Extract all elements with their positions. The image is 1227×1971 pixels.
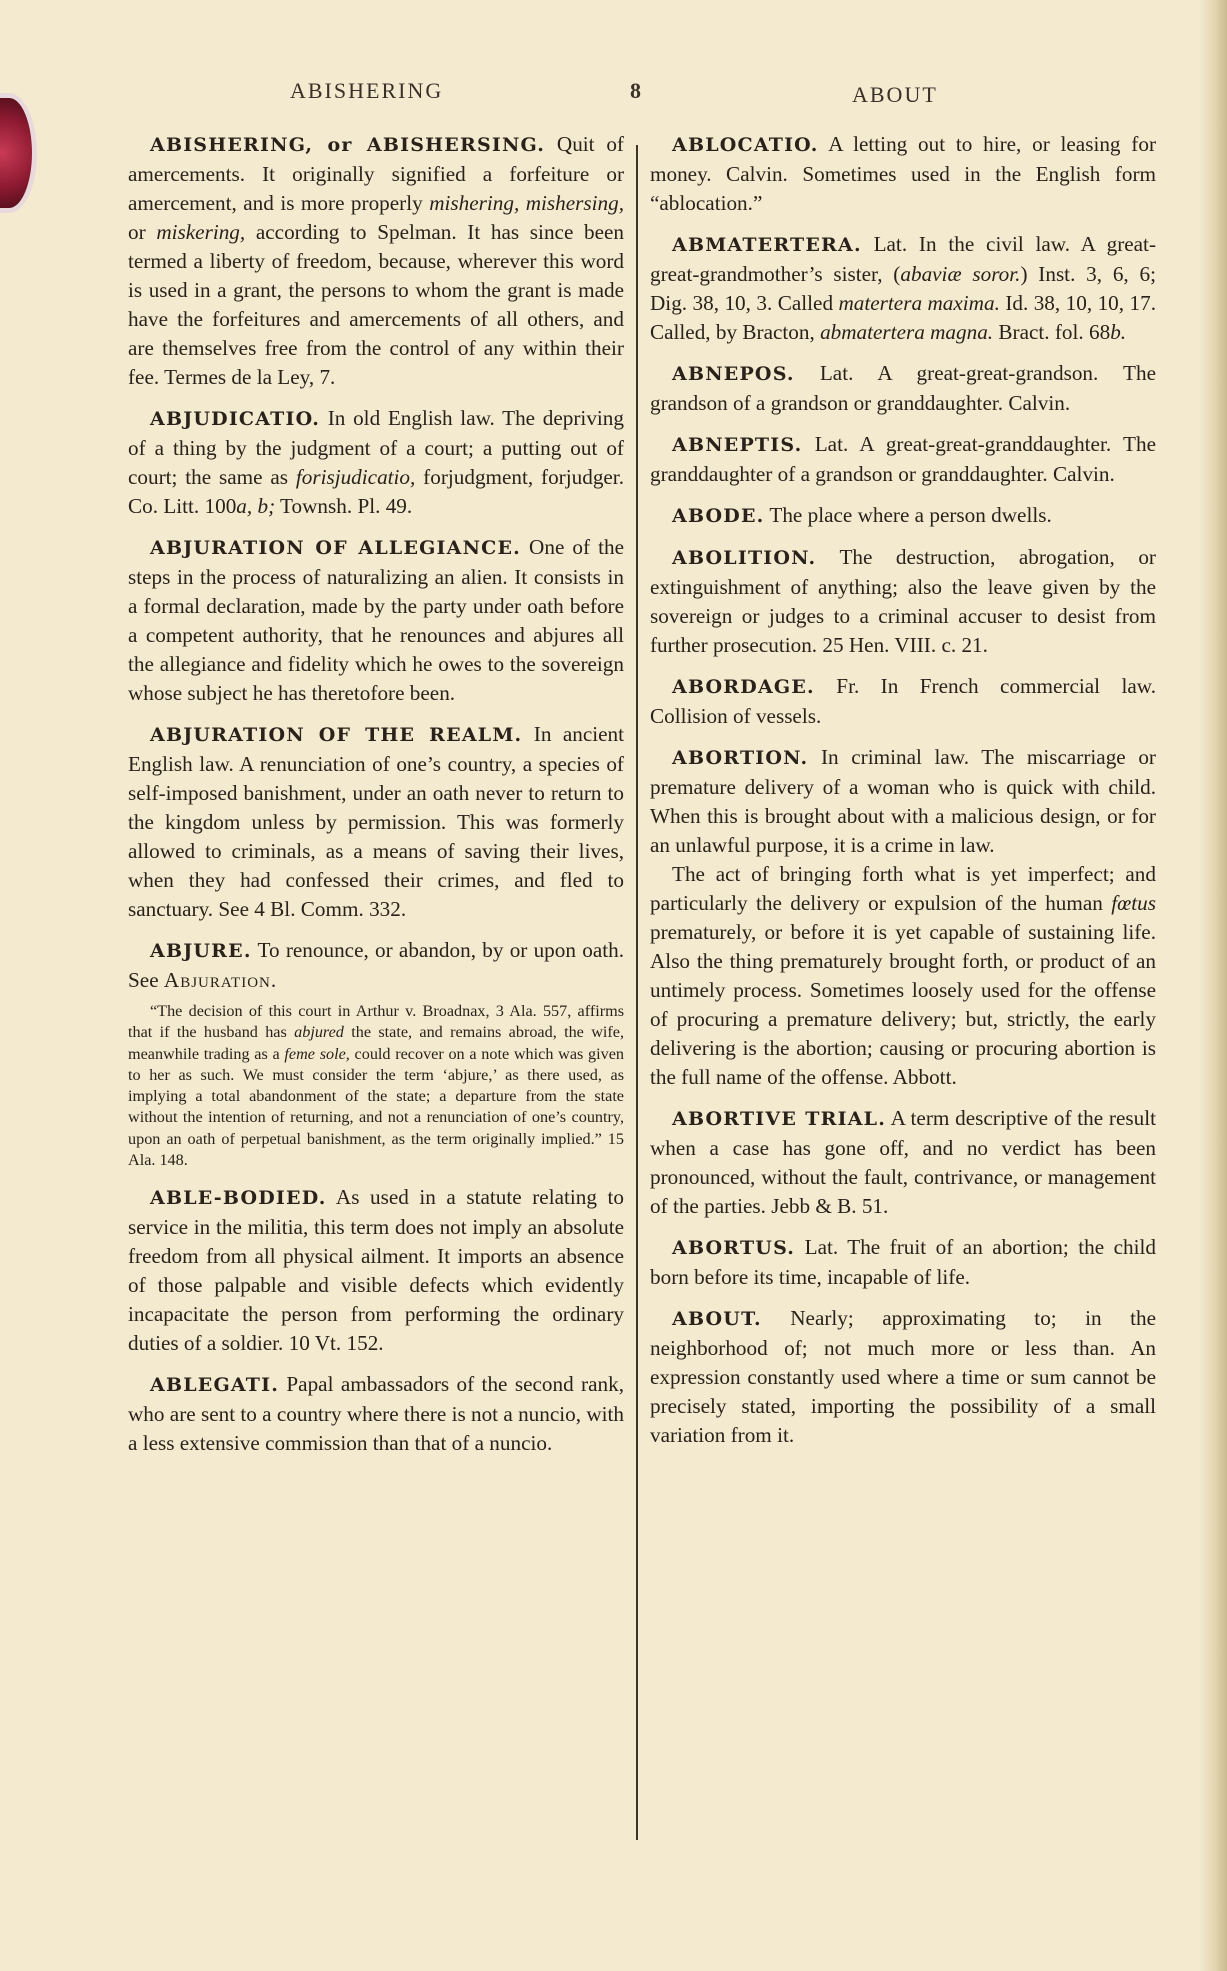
italic-term: matertera maxima. [838, 291, 1000, 315]
quote-text: could recover on a note which was given to her as such. We must consider the term ‘abjure,’ as there used, as implying a total abandonment of the state; a departure from the state without the intention of returning, and not a renunciation of one’s country, upon an oath of perpetual banishment, as the term originally implied.” 15 Ala. 148. [128, 1044, 624, 1170]
headword: ABJURATION OF THE REALM. [150, 724, 523, 746]
headword: ABORTUS. [672, 1237, 796, 1259]
definition-text: Quit of amercements. It originally signified a forfeiture or amercement, and is more properly [128, 132, 624, 215]
entry-abmatertera [650, 230, 1156, 347]
headword: ABOLITION. [672, 547, 817, 569]
abjure-quotation [128, 1001, 624, 1171]
entry-ablegati [128, 1370, 624, 1458]
headword: ABORDAGE. [672, 676, 815, 698]
definition-text: A letting out to hire, or leasing for money. Calvin. Sometimes used in the English form “ablocation.” [650, 132, 1156, 215]
definition-text: The act of bringing forth what is yet imperfect; and particularly the delivery or expulsion of the human [650, 862, 1156, 915]
entry-abortive-trial [650, 1104, 1156, 1221]
definition-text: In old English law. The depriving of a thing by the judgment of a court; a putting out of court; the same as [128, 406, 624, 489]
definition-text: Lat. A great-great-grandson. The grandson of a grandson or granddaughter. Calvin. [650, 361, 1156, 415]
abortion-second-paragraph [650, 860, 1156, 1092]
definition-text: Id. 38, 10, 10, 17. Called, by Bracton, [650, 291, 1156, 344]
headword: ABORTIVE TRIAL. [672, 1108, 887, 1130]
entry-abortus [650, 1233, 1156, 1292]
definition-text: Lat. In the civil law. A great-great-grandmother’s sister, ( [650, 232, 1156, 286]
headword: ABJURATION OF ALLEGIANCE. [150, 537, 521, 559]
entry-ablocatio [650, 130, 1156, 218]
definition-text: forjudgment, forjudger. Co. Litt. 100 [128, 465, 624, 518]
definition-text: or [128, 220, 157, 244]
definition-text: Lat. The fruit of an abortion; the child born before its time, incapable of life. [650, 1235, 1156, 1289]
headword: ABLE-BODIED. [150, 1187, 327, 1210]
cross-reference: Abjuration. [163, 968, 278, 992]
entry-abnepos [650, 359, 1156, 418]
italic-term: feme sole, [284, 1044, 350, 1063]
column-divider [636, 145, 638, 1840]
definition-text: The destruction, abrogation, or extinguishment of anything; also the leave given by the sovereign or judges to a criminal accuser to desist from further prosecution. 25 Hen. VIII. c. 21. [650, 545, 1156, 657]
entry-abjuration-of-allegiance [128, 533, 624, 708]
definition-text: As used in a statute relating to service in the militia, this term does not imply an absolute freedom from all physical ailment. It imports an absence of those palpable and visible defects which evidently incapacitate the person from performing the ordinary duties of a soldier. 10 Vt. 152. [128, 1185, 624, 1356]
definition-text: The place where a person dwells. [764, 503, 1052, 527]
entry-abordage [650, 672, 1156, 731]
headword: ABJUDICATIO. [150, 408, 321, 430]
definition-text: Lat. A great-great-granddaughter. The granddaughter of a grandson or granddaughter. Calvin. [650, 432, 1156, 486]
right-column [650, 130, 1156, 1462]
right-guide-word: ABOUT [852, 82, 938, 107]
headword: ABORTION. [672, 747, 809, 769]
entry-abneptis [650, 430, 1156, 489]
definition-text: In criminal law. The miscarriage or premature delivery of a woman who is quick with child. When this is brought about with a malicious design, or for an unlawful purpose, it is a crime in law. [650, 745, 1156, 857]
headword: ABMATERTERA. [672, 234, 862, 256]
page-number: 8 [630, 78, 643, 103]
italic-term: b. [1110, 320, 1127, 344]
entry-able-bodied [128, 1183, 624, 1358]
entry-abolition [650, 543, 1156, 660]
definition-text: Fr. In French commercial law. Collision of vessels. [650, 674, 1156, 728]
entry-abjure [128, 936, 624, 995]
definition-text: Bract. fol. 68 [993, 320, 1111, 344]
italic-term: a, b; [236, 494, 276, 518]
headword: ABOUT. [672, 1308, 762, 1330]
headword: ABODE. [672, 505, 765, 527]
definition-text: Townsh. Pl. 49. [275, 494, 413, 518]
definition-text: In ancient English law. A renunciation of one’s country, a species of self-imposed banishment, under an oath never to return to the kingdom unless by permission. This was formerly allowed to criminals, as a means of saving their lives, when they had confessed their crimes, and fled to sanctuary. See 4 Bl. Comm. 332. [128, 722, 624, 921]
definition-text: A term descriptive of the result when a case has gone off, and no verdict has been pronounced, without the fault, contrivance, or management of the parties. Jebb & B. 51. [650, 1106, 1156, 1218]
entry-abjudicatio [128, 404, 624, 521]
entry-about [650, 1304, 1156, 1450]
definition-text: One of the steps in the process of naturalizing an alien. It consists in a formal declaration, made by the party under oath before a competent authority, that he renounces and abjures all the allegiance and fidelity which he owes to the sovereign whose subject he has theretofore been. [128, 535, 624, 705]
definition-text: Papal ambassadors of the second rank, who are sent to a country where there is not a nuncio, with a less extensive commission than that of a nuncio. [128, 1372, 624, 1456]
italic-term: abmatertera magna. [820, 320, 994, 344]
running-header [0, 78, 1227, 118]
entry-abjuration-of-the-realm [128, 720, 624, 924]
italic-term: fœtus [1111, 891, 1156, 915]
left-guide-word: ABISHERING [290, 78, 444, 103]
quote-text: the state, and remains abroad, the wife, meanwhile trading as a [128, 1023, 625, 1063]
definition-text: ) Inst. 3, 6, 6; Dig. 38, 10, 3. Called [650, 262, 1156, 315]
definition-text: Nearly; approximating to; in the neighborhood of; not much more or less than. An expression constantly used where a time or sum cannot be precisely stated, importing the possibility of a small variation from it. [650, 1306, 1156, 1447]
italic-term: abjured [294, 1023, 344, 1042]
definition-text: prematurely, or before it is yet capable of sustaining life. Also the thing prematurely brought forth, or product of an untimely process. Sometimes loosely used for the offense of procuring a premature delivery; but, strictly, the early delivering is the abortion; causing or procuring abortion is the full name of the offense. Abbott. [650, 920, 1156, 1089]
italic-term: forisjudicatio, [295, 465, 416, 489]
left-column [128, 130, 624, 1470]
italic-term: miskering, [156, 220, 246, 244]
headword: ABISHERING, or ABISHERSING. [150, 134, 546, 156]
quote-text: “The decision of this court in Arthur v. Broadnax, 3 Ala. 557, affirms that if the husband has [128, 1002, 624, 1042]
entry-abode [650, 501, 1156, 531]
headword: ABLEGATI. [150, 1374, 280, 1397]
headword: ABJURE. [150, 940, 252, 962]
page-edge [1199, 0, 1227, 1971]
headword: ABLOCATIO. [672, 134, 819, 156]
headword: ABNEPTIS. [672, 434, 803, 456]
entry-abortion [650, 743, 1156, 860]
definition-text: according to Spelman. It has since been termed a liberty of freedom, because, wherever this word is used in a grant, the persons to whom the grant is made have the forfeitures and amercements of all others, and are themselves free from the control of any within their fee. Termes de la Ley, 7. [128, 220, 625, 389]
italic-term: mishering, mishersing, [429, 191, 624, 215]
entry-abishering [128, 130, 624, 392]
italic-term: abaviæ soror. [900, 262, 1021, 286]
headword: ABNEPOS. [672, 363, 795, 385]
definition-text: To renounce, or abandon, by or upon oath. See [128, 938, 624, 992]
